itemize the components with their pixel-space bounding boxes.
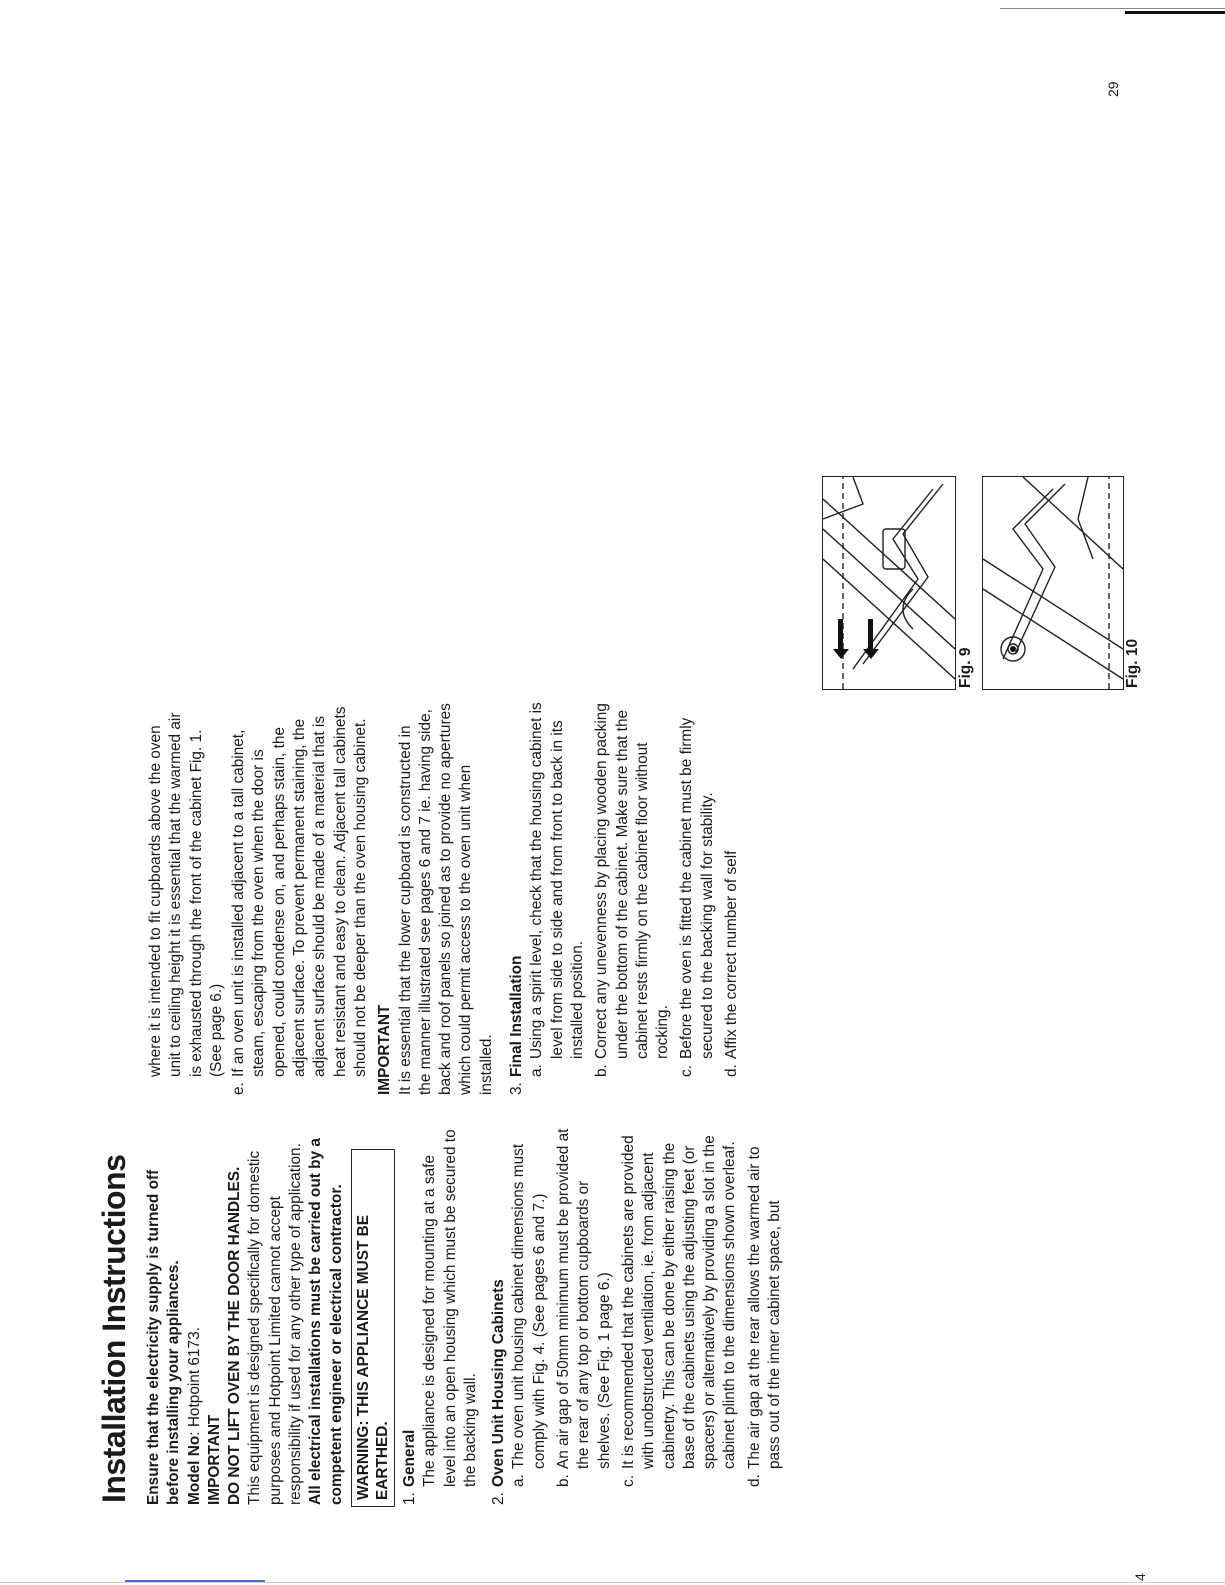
- item-text: Using a spirit level, check that the housing cabinet is level from side to side and from front to back in its installed position.: [528, 702, 586, 1059]
- list-item: [619, 1121, 741, 1487]
- item-text: Correct any unevenness by placing wooden packing under the bottom of the cabinet. Make sure that the cabinet rests firmly on the cabinet floor without rocking.: [593, 703, 672, 1059]
- item-text: Before the oven is fitted the cabinet must be firmly secured to the backing wall for stability.: [678, 717, 716, 1059]
- item-text: If an oven unit is installed adjacent to a tall cabinet, steam, escaping from the oven when the door is opened, could condense on, and perhaps stain, the adjacent surface. To prevent permanent staining, the adjacent surface should be made of a material that is heat resistant and easy to clean. Adjacent tall cabinets should not be deeper than the oven housing cabinet.: [230, 706, 369, 1077]
- page-title: Installation Instructions: [96, 1154, 132, 1503]
- section-heading: Final Installation: [508, 955, 526, 1077]
- list-item: [509, 1121, 550, 1487]
- fig-9-image: [822, 476, 956, 690]
- list-item: [229, 700, 371, 1095]
- list-item: [527, 700, 588, 1077]
- domestic-use-note: This equipment is designed specifically for domestic purposes and Hotpoint Limited cannot accept responsibility if used for any other type of application.: [246, 1143, 305, 1505]
- continued-text: where it is intended to fit cupboards above the oven unit to ceiling height it is essential that the warmed air is exhausted through the front of the cabinet Fig. 1. (See page 6.): [147, 712, 225, 1077]
- item-label: c.: [619, 1475, 637, 1487]
- important-heading: IMPORTANT: [205, 1414, 223, 1505]
- item-text: The oven unit housing cabinet dimensions must comply with Fig. 4. (See pages 6 and 7.): [510, 1143, 548, 1469]
- fig-10-image: [982, 476, 1124, 690]
- do-not-lift-warning: DO NOT LIFT OVEN BY THE DOOR HANDLES.: [226, 1166, 244, 1505]
- model-line: [185, 1121, 205, 1505]
- item-label: e.: [230, 1082, 248, 1095]
- item-label: a.: [528, 1064, 546, 1077]
- item-label: a.: [510, 1474, 528, 1487]
- list-item: [592, 700, 673, 1077]
- section-heading: General: [400, 1429, 418, 1487]
- model-label: Model No: [185, 1435, 203, 1505]
- section-general: [400, 1121, 481, 1505]
- item-label: b.: [593, 1064, 611, 1077]
- column-2: [146, 700, 742, 1095]
- item-text: An air gap of 50mm minimum must be provided at the rear of any top or bottom cupboards or shelves. (See Fig. 1 page 6.): [555, 1128, 613, 1469]
- item-label: d.: [723, 1064, 741, 1077]
- section-number: 2.: [490, 1492, 508, 1505]
- supply-warning: Ensure that the electricity supply is turned off before installing your appliances.: [145, 1169, 183, 1505]
- section-number: 3.: [508, 1082, 526, 1095]
- section-body: The appliance is designed for mounting at a safe level into an open housing which must be secured to the backing wall.: [421, 1129, 479, 1487]
- section-number: 1.: [400, 1492, 418, 1505]
- important-heading-2: IMPORTANT: [376, 1004, 394, 1095]
- item-label: c.: [678, 1065, 696, 1077]
- oven-hinge-illustration: [823, 477, 955, 689]
- item-text: The air gap at the rear allows the warmed air to pass out of the inner cabinet space, but: [745, 1146, 784, 1469]
- item-text: It is recommended that the cabinets are provided with unobstructed ventilation, ie. from adjacent cabinetry. This can be done by either raising the base of the cabinets using the adjusting feet (or spacers) or alternatively by providing a slot in the cabinet plinth to the dimensions shown overleaf.: [619, 1135, 739, 1469]
- page-number-left: 4: [1132, 1573, 1148, 1581]
- important-text: It is essential that the lower cupboard is constructed in the manner illustrated see pages 6 and 7 ie. having side, back and roof panels so joined as to provide no apertures which could permit access to the oven unit when installed.: [396, 703, 495, 1095]
- list-item: [745, 1121, 786, 1487]
- electrical-note: All electrical installations must be carried out by a competent engineer or electrical contractor.: [307, 1138, 345, 1505]
- oven-door-hinge-illustration: [983, 477, 1123, 689]
- model-value: : Hotpoint 6173.: [185, 1327, 203, 1436]
- fig-9-label: Fig. 9: [957, 647, 974, 688]
- section-housing-cabinets: [489, 1121, 785, 1505]
- section-final-installation: [507, 700, 742, 1095]
- list-item: [554, 1121, 615, 1487]
- item-text: Affix the correct number of self: [723, 850, 741, 1059]
- item-label: b.: [555, 1474, 573, 1487]
- fig-10-label: Fig. 10: [1124, 638, 1141, 688]
- list-item: [677, 700, 718, 1077]
- section-heading: Oven Unit Housing Cabinets: [490, 1279, 508, 1487]
- earthed-warning-box: WARNING: THIS APPLIANCE MUST BE EARTHED.: [351, 1149, 395, 1507]
- item-label: d.: [745, 1474, 763, 1487]
- list-item: [722, 700, 742, 1077]
- page-number-right: 29: [1105, 81, 1121, 97]
- column-1: [144, 1121, 785, 1505]
